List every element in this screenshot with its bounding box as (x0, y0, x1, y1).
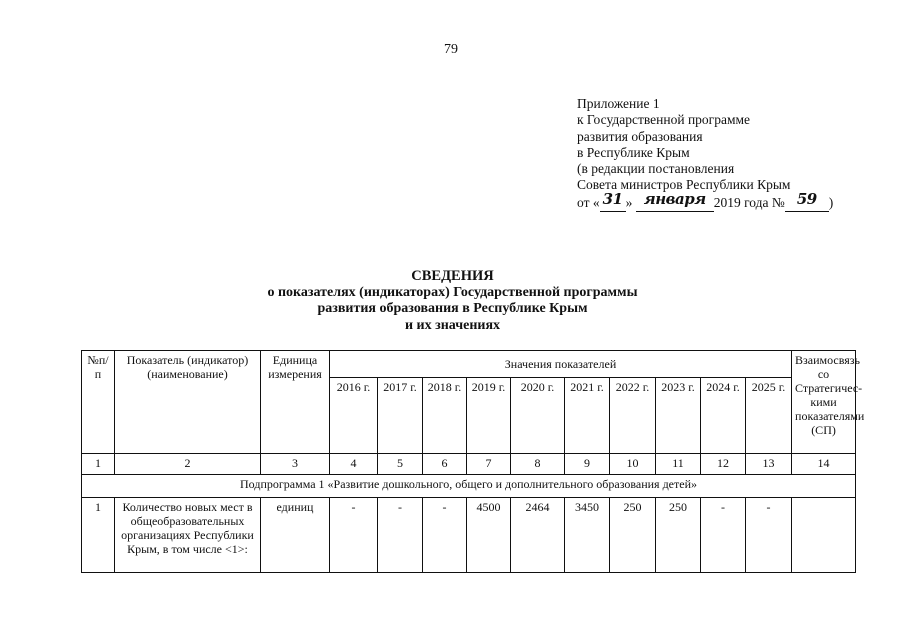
appendix-line: развития образования (577, 128, 703, 144)
row-value: 4500 (467, 498, 511, 573)
date-close-quote: » (625, 194, 633, 210)
column-number: 13 (746, 454, 792, 475)
header-num: №п/п (82, 351, 115, 454)
row-value: 2464 (511, 498, 565, 573)
column-number: 1 (82, 454, 115, 475)
row-value: 250 (610, 498, 656, 573)
handwritten-day (600, 189, 626, 212)
appendix-line: к Государственной программе (577, 112, 751, 128)
appendix-block (577, 96, 833, 212)
header-year: 2021 г. (565, 378, 610, 454)
handwritten-day-text: 31 (602, 189, 623, 208)
column-number: 8 (511, 454, 565, 475)
header-year: 2020 г. (511, 378, 565, 454)
title-line: о показателях (индикаторах) Государственной программы (267, 284, 638, 300)
header-year: 2023 г. (656, 378, 701, 454)
header-values-group: Значения показателей (330, 351, 792, 378)
appendix-date-line (577, 189, 834, 212)
subprogram-row (82, 475, 856, 498)
row-value: 3450 (565, 498, 610, 573)
column-number: 11 (656, 454, 701, 475)
header-relation: Взаимосвязь со Стратегичес-кими показателями (СП) (792, 351, 856, 454)
row-value: 250 (656, 498, 701, 573)
row-value: - (701, 498, 746, 573)
column-number: 9 (565, 454, 610, 475)
table-row (82, 498, 856, 573)
appendix-line: (в редакции постановления (577, 161, 735, 177)
header-year: 2018 г. (423, 378, 467, 454)
row-indicator: Количество новых мест в общеобразовательных организациях Республики Крым, в том числе <1>: (115, 498, 261, 573)
title-line: и их значениях (404, 317, 501, 333)
appendix-line: в Республике Крым (577, 144, 690, 160)
header-year: 2016 г. (330, 378, 378, 454)
date-prefix: от « (577, 194, 600, 210)
handwritten-month (636, 189, 714, 212)
column-number: 4 (330, 454, 378, 475)
title-line: развития образования в Республике Крым (317, 301, 588, 316)
row-value: - (378, 498, 423, 573)
header-year: 2025 г. (746, 378, 792, 454)
column-number: 3 (261, 454, 330, 475)
handwritten-number (785, 189, 829, 212)
header-year: 2017 г. (378, 378, 423, 454)
column-number: 2 (115, 454, 261, 475)
column-number: 12 (701, 454, 746, 475)
handwritten-number-text: 59 (796, 189, 817, 208)
title-main: СВЕДЕНИЯ (411, 268, 494, 284)
row-num: 1 (82, 498, 115, 573)
column-number: 10 (610, 454, 656, 475)
appendix-line: Приложение 1 (577, 96, 660, 111)
row-value: - (746, 498, 792, 573)
page-number: 79 (444, 42, 458, 57)
header-year: 2024 г. (701, 378, 746, 454)
column-number: 7 (467, 454, 511, 475)
header-year: 2019 г. (467, 378, 511, 454)
header-unit: Единица измерения (261, 351, 330, 454)
row-unit: единиц (261, 498, 330, 573)
column-number: 6 (423, 454, 467, 475)
date-year: 2019 года № (713, 194, 785, 210)
column-number: 5 (378, 454, 423, 475)
column-number: 14 (792, 454, 856, 475)
row-value: - (330, 498, 378, 573)
header-year: 2022 г. (610, 378, 656, 454)
document-title (0, 268, 905, 334)
row-value: - (423, 498, 467, 573)
handwritten-month-text: января (643, 189, 706, 208)
date-end: ) (828, 194, 834, 210)
indicators-table (81, 350, 865, 573)
appendix-line: Совета министров Республики Крым (577, 177, 791, 193)
subprogram-title: Подпрограмма 1 «Развитие дошкольного, общего и дополнительного образования детей» (82, 475, 856, 498)
column-numbers-row (82, 454, 856, 475)
header-indicator: Показатель (индикатор) (наименование) (115, 351, 261, 454)
row-relation (792, 498, 856, 573)
